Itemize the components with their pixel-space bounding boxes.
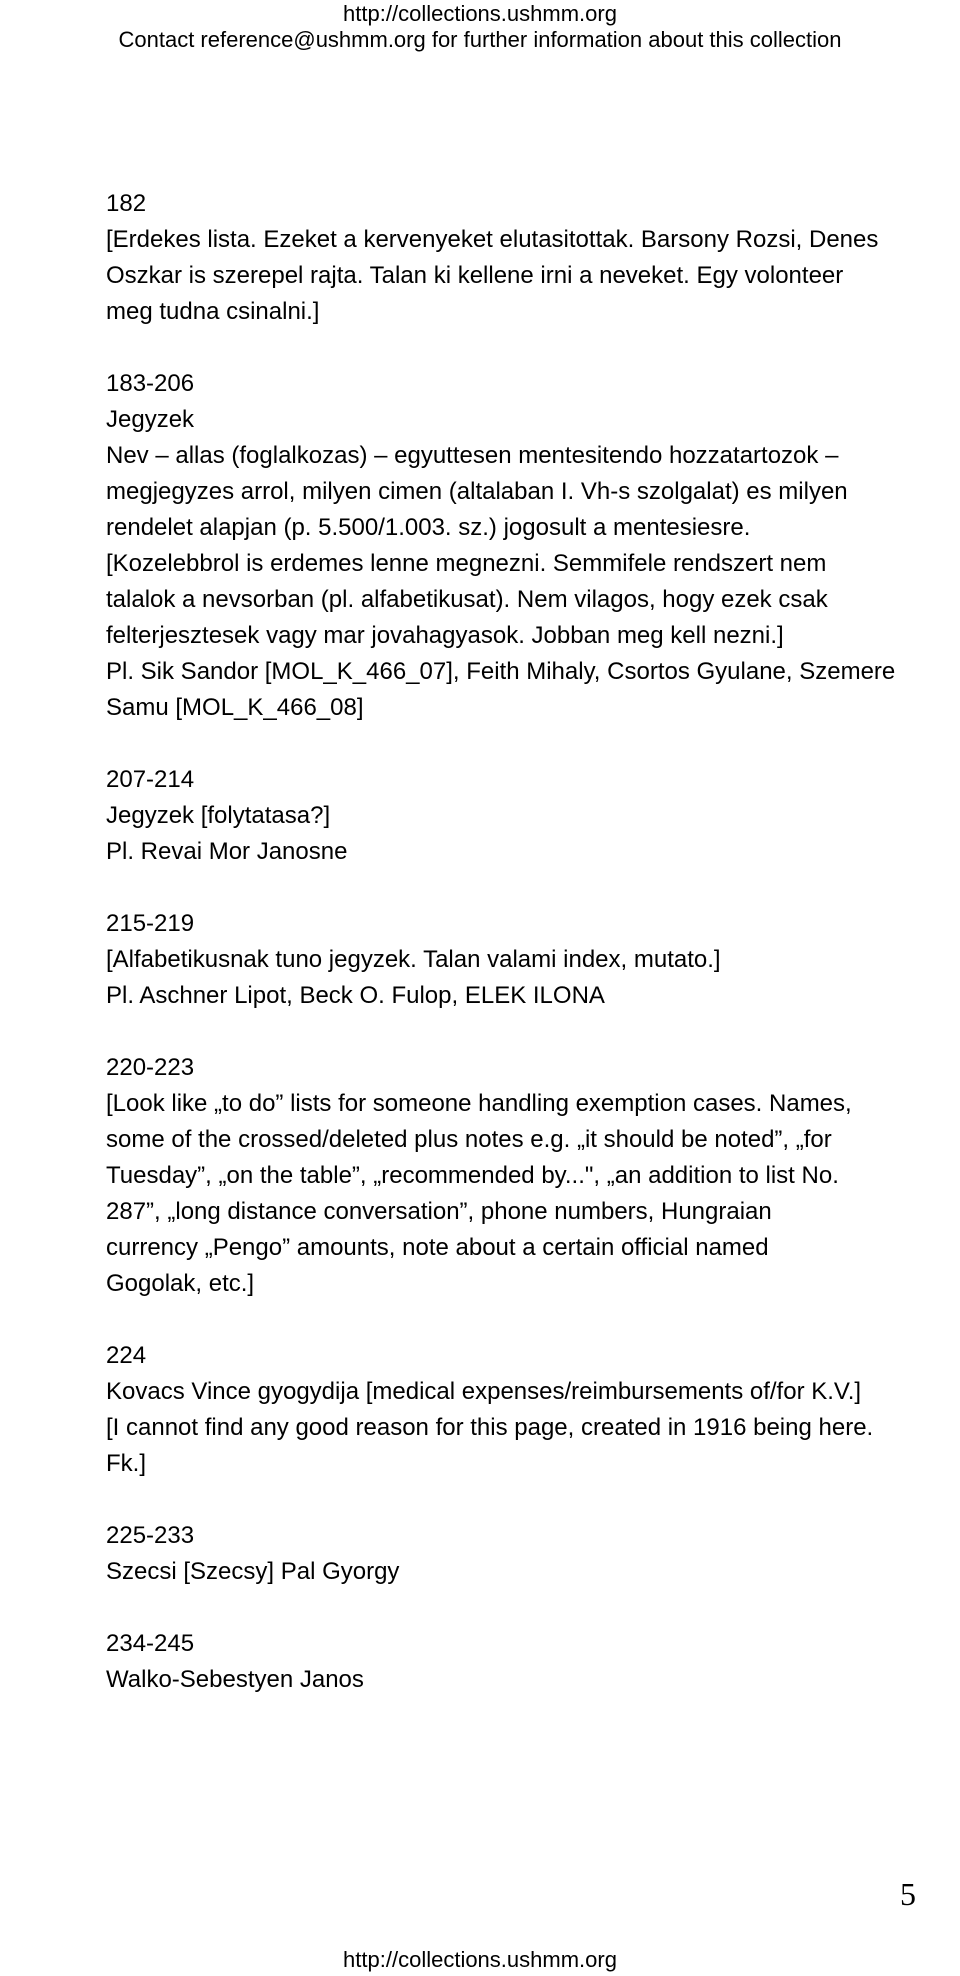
entry-text-line: [Look like „to do” lists for someone handling exemption cases. Names, [106, 1090, 852, 1117]
entry-text-line: megjegyzes arrol, milyen cimen (altalaban I. Vh-s szolgalat) es milyen [106, 478, 848, 505]
entry-page-range: 215-219 [106, 910, 195, 937]
entry-page-range: 182 [106, 190, 147, 217]
entry-block [106, 762, 946, 870]
entry-text-line: felterjesztesek vagy mar jovahagyasok. Jobban meg kell nezni.] [106, 622, 784, 649]
entry-text-line: Samu [MOL_K_466_08] [106, 694, 364, 721]
entry-text-line: [Erdekes lista. Ezeket a kervenyeket elutasitottak. Barsony Rozsi, Denes [106, 226, 879, 253]
entry-page-range: 220-223 [106, 1054, 195, 1081]
entry-text-line: [I cannot find any good reason for this page, created in 1916 being here. [106, 1414, 874, 1441]
entry-text-line: [Kozelebbrol is erdemes lenne megnezni. Semmifele rendszert nem [106, 550, 827, 577]
entry-text-line: meg tudna csinalni.] [106, 298, 320, 325]
entry-text-line: Pl. Aschner Lipot, Beck O. Fulop, ELEK ILONA [106, 982, 605, 1009]
entry-text-line: Gogolak, etc.] [106, 1270, 255, 1297]
entry-text-line: Kovacs Vince gyogydija [medical expenses/reimbursements of/for K.V.] [106, 1378, 862, 1405]
entry-text-line: Fk.] [106, 1450, 146, 1477]
entry-text-line: 287”, „long distance conversation”, phone numbers, Hungraian [106, 1198, 772, 1225]
entry-text-line: rendelet alapjan (p. 5.500/1.003. sz.) jogosult a mentesiesre. [106, 514, 751, 541]
entry-text-line: Pl. Revai Mor Janosne [106, 838, 348, 865]
entry-text-line: Szecsi [Szecsy] Pal Gyorgy [106, 1558, 400, 1585]
entry-text-line: Pl. Sik Sandor [MOL_K_466_07], Feith Mihaly, Csortos Gyulane, Szemere [106, 658, 896, 685]
entry-page-range: 234-245 [106, 1630, 195, 1657]
entry-text-line: Walko-Sebestyen Janos [106, 1666, 364, 1693]
entry-text-line: Jegyzek [106, 406, 195, 433]
entry-block [106, 1338, 946, 1482]
entry-text-line: Nev – allas (foglalkozas) – egyuttesen mentesitendo hozzatartozok – [106, 442, 839, 469]
header-contact-line: Contact reference@ushmm.org for further information about this collection [118, 27, 842, 52]
entry-block [106, 1050, 946, 1302]
entry-block [106, 906, 946, 1014]
entry-block [106, 186, 946, 330]
entry-page-range: 225-233 [106, 1522, 195, 1549]
entry-text-line: Oszkar is szerepel rajta. Talan ki kellene irni a neveket. Egy volonteer [106, 262, 844, 289]
entry-text-line: some of the crossed/deleted plus notes e.g. „it should be noted”, „for [106, 1126, 832, 1153]
entry-page-range: 224 [106, 1342, 147, 1369]
entry-text-line: currency „Pengo” amounts, note about a certain official named [106, 1234, 769, 1261]
entry-block [106, 366, 946, 726]
document-body [106, 186, 946, 1734]
header-url: http://collections.ushmm.org [343, 1, 617, 26]
entry-page-range: 183-206 [106, 370, 195, 397]
entry-text-line: [Alfabetikusnak tuno jegyzek. Talan valami index, mutato.] [106, 946, 721, 973]
entry-block [106, 1626, 946, 1698]
entry-page-range: 207-214 [106, 766, 195, 793]
entry-text-line: Jegyzek [folytatasa?] [106, 802, 331, 829]
entry-block [106, 1518, 946, 1590]
footer-url: http://collections.ushmm.org [343, 1947, 617, 1972]
entry-text-line: Tuesday”, „on the table”, „recommended by...", „an addition to list No. [106, 1162, 839, 1189]
entry-text-line: talalok a nevsorban (pl. alfabetikusat). Nem vilagos, hogy ezek csak [106, 586, 828, 613]
page-number: 5 [900, 1876, 916, 1912]
